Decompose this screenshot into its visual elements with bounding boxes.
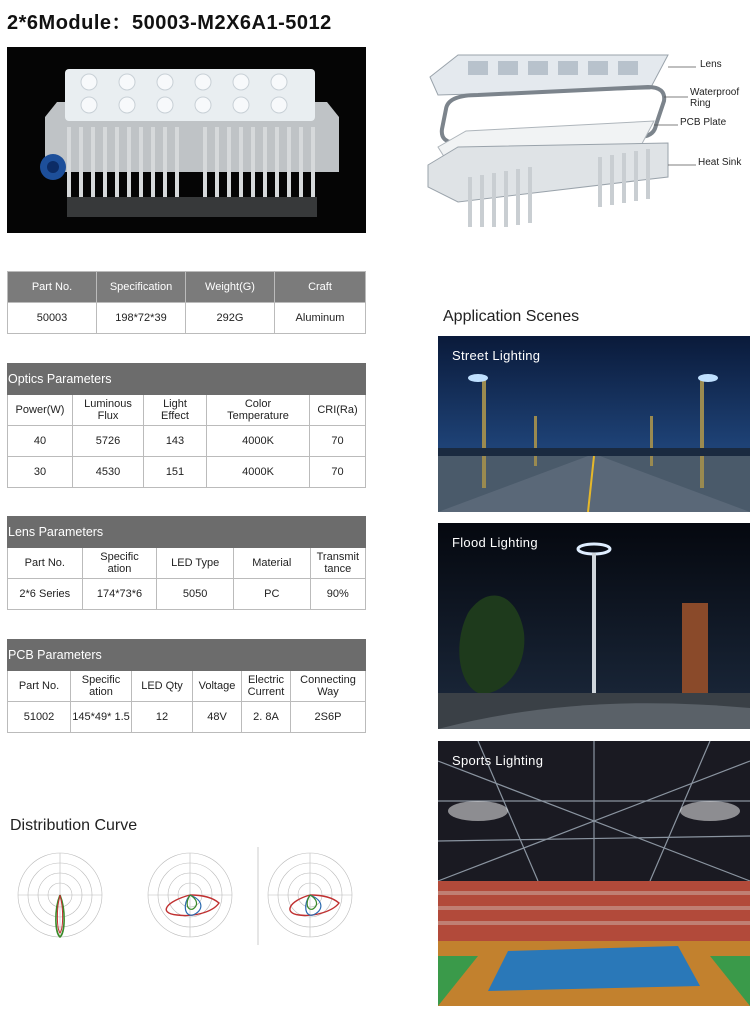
pcb-table	[7, 639, 366, 733]
exploded-diagram	[418, 47, 750, 242]
table-cell: 151	[144, 457, 207, 488]
header-cell: Part No.	[8, 548, 83, 579]
table-cell: 145*49* 1.5	[71, 702, 132, 733]
label-pcb-plate: PCB Plate	[680, 117, 727, 128]
header-cell: LED Qty	[132, 671, 193, 702]
application-title: Application Scenes	[443, 308, 580, 325]
basic-spec-table	[7, 271, 366, 334]
table-cell: 12	[132, 702, 193, 733]
header-cell: Transmit tance	[310, 548, 365, 579]
table-cell: 5050	[157, 579, 234, 610]
distribution-curves	[7, 845, 377, 955]
title-model: 50003-M2X6A1-5012	[132, 12, 332, 34]
table-cell: 70	[310, 426, 366, 457]
table-cell: 5726	[73, 426, 144, 457]
table-cell: 70	[310, 457, 366, 488]
product-photo	[7, 47, 366, 233]
header-cell: Connecting Way	[291, 671, 366, 702]
scene-sports-lighting	[438, 741, 750, 1006]
header-cell: CRI(Ra)	[310, 395, 366, 426]
flood-lighting-image	[438, 523, 750, 729]
header-cell: Specification	[97, 272, 186, 303]
header-cell: Material	[233, 548, 310, 579]
table-cell: 174*73*6	[82, 579, 157, 610]
lens-caption: Lens Parameters	[8, 517, 366, 548]
scene-label: Sports Lighting	[452, 753, 544, 768]
distribution-title: Distribution Curve	[10, 817, 138, 834]
header-cell: Voltage	[193, 671, 242, 702]
table-cell: 50003	[8, 303, 97, 334]
scene-label: Flood Lighting	[452, 535, 538, 550]
header-cell: Specific ation	[71, 671, 132, 702]
table-cell: 90%	[310, 579, 365, 610]
header-cell: Color Temperature	[207, 395, 310, 426]
header-cell: Light Effect	[144, 395, 207, 426]
table-cell: 292G	[186, 303, 275, 334]
table-cell: 4000K	[207, 426, 310, 457]
table-cell: 2*6 Series	[8, 579, 83, 610]
table-cell: 4000K	[207, 457, 310, 488]
scene-label: Street Lighting	[452, 348, 541, 363]
lens-table	[7, 516, 366, 610]
label-heat-sink: Heat Sink	[698, 157, 742, 168]
scene-flood-lighting	[438, 523, 750, 729]
table-cell: 30	[8, 457, 73, 488]
table-cell: 2S6P	[291, 702, 366, 733]
table-cell: 2. 8A	[242, 702, 291, 733]
table-cell: 143	[144, 426, 207, 457]
title-prefix: 2*6Module：	[7, 12, 133, 34]
header-cell: Power(W)	[8, 395, 73, 426]
optics-caption: Optics Parameters	[8, 364, 366, 395]
header-cell: Luminous Flux	[73, 395, 144, 426]
exploded-view-image	[418, 47, 750, 242]
header-cell: LED Type	[157, 548, 234, 579]
label-waterproof-ring: Waterproof Ring	[690, 87, 740, 109]
header-cell: Specific ation	[82, 548, 157, 579]
table-cell: Aluminum	[275, 303, 366, 334]
header-cell: Craft	[275, 272, 366, 303]
table-cell: 198*72*39	[97, 303, 186, 334]
page-title	[7, 6, 332, 35]
header-cell: Part No.	[8, 272, 97, 303]
polar-curve-charts	[7, 845, 377, 955]
label-lens: Lens	[700, 59, 722, 70]
table-cell: 40	[8, 426, 73, 457]
table-cell: 48V	[193, 702, 242, 733]
header-cell: Electric Current	[242, 671, 291, 702]
sports-lighting-image	[438, 741, 750, 1006]
table-cell: PC	[233, 579, 310, 610]
header-cell: Weight(G)	[186, 272, 275, 303]
scene-street-lighting	[438, 336, 750, 512]
module-image	[7, 47, 366, 233]
pcb-caption: PCB Parameters	[8, 640, 366, 671]
table-cell: 51002	[8, 702, 71, 733]
optics-table	[7, 363, 366, 488]
table-cell: 4530	[73, 457, 144, 488]
header-cell: Part No.	[8, 671, 71, 702]
